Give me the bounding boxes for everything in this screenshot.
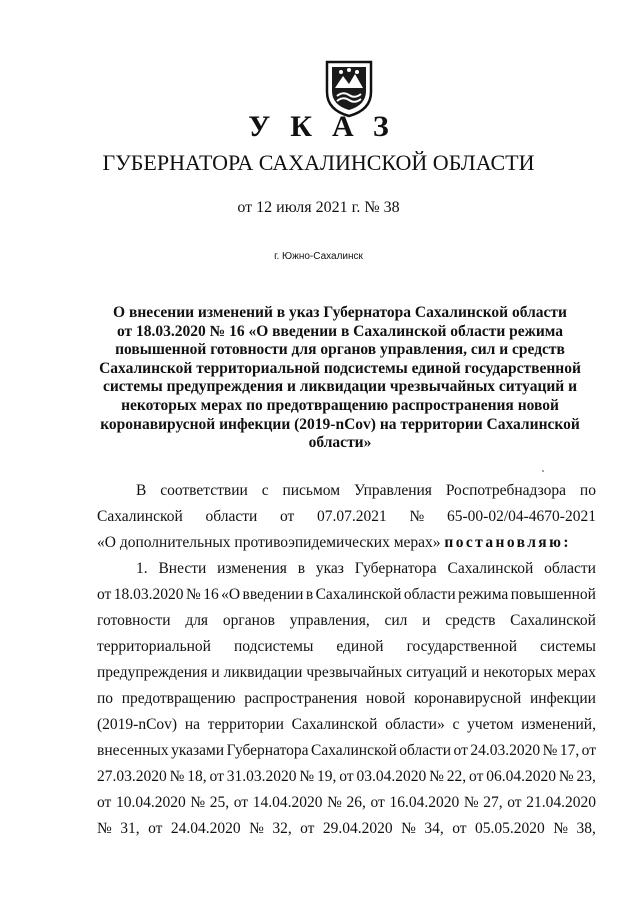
- body-word: области: [403, 586, 456, 603]
- body-word: по: [579, 482, 596, 499]
- body-word: письмом: [282, 482, 341, 499]
- body-word: от: [97, 794, 112, 811]
- body-word: системы: [540, 638, 596, 655]
- body-word: (2019-nCov): [97, 716, 178, 733]
- body-word: №: [409, 508, 425, 525]
- body-word: 24.03.2020: [470, 742, 541, 759]
- body-word: от: [148, 820, 163, 837]
- body-word: Сахалинской: [291, 716, 378, 733]
- body-word: 27.03.2020: [97, 768, 167, 785]
- body-word: распространения: [244, 690, 358, 707]
- body-word: 05.05.2020: [474, 820, 545, 837]
- body-word: 38,: [576, 820, 596, 837]
- body-word: Губернатора: [354, 560, 437, 577]
- body-word: от: [452, 820, 467, 837]
- body-word: 16: [203, 586, 219, 603]
- heading-line: некоторых мерах по предотвращению распространения новой: [121, 396, 559, 414]
- body-word: 32,: [272, 820, 292, 837]
- body-word: некоторых: [483, 664, 554, 681]
- body-word: территориальной: [97, 638, 211, 655]
- body-word: области: [205, 508, 258, 525]
- body-word: области: [399, 742, 452, 759]
- body-word: для: [185, 612, 209, 629]
- body-word: №: [463, 794, 479, 811]
- body-word: и: [211, 664, 220, 681]
- body-word: №: [553, 820, 568, 837]
- body-word: 22,: [446, 768, 467, 785]
- document-subtitle: ГУБЕРНАТОРА САХАЛИНСКОЙ ОБЛАСТИ: [102, 150, 535, 175]
- body-line: [97, 530, 596, 556]
- body-line: [97, 608, 596, 634]
- body-word: по: [97, 690, 114, 707]
- document-title: УКАЗ: [248, 110, 409, 143]
- body-word: и: [471, 664, 480, 681]
- body-word: №: [299, 768, 315, 785]
- body-word: №: [97, 820, 112, 837]
- city-line: г. Южно-Сахалинск: [274, 251, 363, 262]
- body-word: государственной: [406, 638, 518, 655]
- body-word: №: [327, 794, 342, 811]
- heading-line: повышенной готовности для органов управления, сил и средств: [115, 341, 565, 359]
- heading-line: Сахалинской территориальной подсистемы единой государственной: [99, 359, 581, 377]
- body-word: от: [469, 768, 484, 785]
- body-word: изменений,: [521, 716, 596, 733]
- body-word: коронавирусной: [414, 690, 522, 707]
- heading-line: коронавирусной инфекции (2019-nCov) на территории Сахалинской: [100, 415, 580, 433]
- body-word: готовности: [97, 612, 171, 629]
- body-line: [97, 556, 596, 582]
- decree-word: постановляю:: [444, 534, 571, 551]
- body-word: области»: [385, 716, 445, 733]
- body-word: №: [401, 820, 416, 837]
- body-word: сил: [384, 612, 408, 629]
- body-word: мерах: [556, 664, 596, 681]
- body-word: «О: [221, 586, 241, 603]
- heading-line: от 18.03.2020 № 16 «О введении в Сахалинской области режима: [116, 322, 564, 340]
- body-word: чрезвычайных: [306, 664, 403, 681]
- body-word: ликвидации: [223, 664, 303, 681]
- body-word: В: [136, 482, 147, 499]
- body-line: [97, 764, 596, 790]
- body-word: повышенной: [510, 586, 596, 603]
- body-word: с: [261, 482, 269, 499]
- body-word: в: [297, 560, 306, 577]
- body-word: Сахалинской: [447, 560, 534, 577]
- body-word: предотвращению: [121, 690, 236, 707]
- body-line: [97, 816, 596, 842]
- body-word: 17,: [559, 742, 580, 759]
- body-word: 18.03.2020: [113, 586, 184, 603]
- body-word: предупреждения: [97, 664, 208, 681]
- body-word: соответствии: [160, 482, 248, 499]
- body-word: Роспотребнадзора: [445, 482, 567, 499]
- body-word: и: [422, 612, 431, 629]
- body-word: 23,: [576, 768, 596, 785]
- body-word: 34,: [424, 820, 444, 837]
- body-word: №: [190, 794, 206, 811]
- body-word: области: [544, 560, 596, 577]
- body-word: 65-00-02/04-4670-2021: [447, 508, 596, 525]
- body-word: 24.04.2020: [170, 820, 241, 837]
- body-word: инфекции: [530, 690, 596, 707]
- body-word: изменения: [217, 560, 287, 577]
- body-word: 10.04.2020: [115, 794, 186, 811]
- decree-body: [97, 478, 596, 842]
- body-word: от: [339, 768, 354, 785]
- body-word: 07.07.2021: [317, 508, 387, 525]
- body-word: от: [581, 742, 596, 759]
- body-word: с: [452, 716, 460, 733]
- body-text: «О дополнительных противоэпидемических мерах»: [97, 534, 441, 551]
- body-word: от: [209, 768, 224, 785]
- body-word: 1.: [136, 560, 148, 577]
- body-word: Губернатора: [226, 742, 309, 759]
- body-word: введении: [242, 586, 304, 603]
- body-word: 26,: [346, 794, 366, 811]
- body-word: №: [429, 768, 444, 785]
- body-line: [97, 478, 596, 504]
- body-word: указами: [171, 742, 225, 759]
- body-word: №: [169, 768, 185, 785]
- decree-heading: [90, 304, 590, 453]
- body-word: 16.04.2020: [389, 794, 460, 811]
- heading-line: области»: [308, 434, 372, 452]
- body-word: Сахалинской: [97, 508, 183, 525]
- body-word: Внести: [158, 560, 207, 577]
- body-word: 31,: [120, 820, 140, 837]
- body-line: [97, 712, 596, 738]
- heading-line: системы предупреждения и ликвидации чрезвычайных ситуаций и: [102, 378, 578, 396]
- body-word: на: [184, 716, 201, 733]
- body-word: внесенных: [97, 742, 169, 759]
- body-word: территории: [207, 716, 284, 733]
- sakhalin-coat-of-arms-icon: [323, 58, 375, 118]
- body-word: от: [280, 508, 295, 525]
- scan-speck: [542, 470, 544, 472]
- body-line: [97, 660, 596, 686]
- heading-line: О внесении изменений в указ Губернатора Сахалинской области: [113, 304, 567, 321]
- body-line: [97, 634, 596, 660]
- body-word: №: [558, 768, 574, 785]
- body-word: 14.04.2020: [252, 794, 323, 811]
- body-word: в: [305, 586, 314, 603]
- body-word: 06.04.2020: [486, 768, 556, 785]
- body-line: [97, 738, 596, 764]
- body-word: №: [185, 586, 201, 603]
- body-word: 27,: [483, 794, 503, 811]
- body-word: от: [507, 794, 522, 811]
- body-word: указ: [315, 560, 344, 577]
- body-word: режима: [458, 586, 509, 603]
- body-word: от: [233, 794, 249, 811]
- body-word: единой: [336, 638, 384, 655]
- body-word: №: [249, 820, 264, 837]
- body-word: Сахалинской: [510, 612, 596, 629]
- body-word: Сахалинской: [311, 742, 397, 759]
- body-word: №: [542, 742, 558, 759]
- body-line: [97, 582, 596, 608]
- body-word: Управления: [353, 482, 432, 499]
- body-line: [97, 686, 596, 712]
- body-word: средств: [445, 612, 496, 629]
- body-word: от: [453, 742, 468, 759]
- body-line: [97, 504, 596, 530]
- body-word: подсистемы: [233, 638, 314, 655]
- body-word: от: [300, 820, 315, 837]
- body-word: 29.04.2020: [322, 820, 393, 837]
- body-line: [97, 790, 596, 816]
- body-word: от: [370, 794, 385, 811]
- body-word: 18,: [187, 768, 207, 785]
- body-word: от: [97, 586, 112, 603]
- body-word: 25,: [209, 794, 230, 811]
- body-word: Сахалинской: [315, 586, 402, 603]
- body-word: 03.04.2020: [356, 768, 427, 785]
- body-word: 21.04.2020: [526, 794, 596, 811]
- body-word: органов: [222, 612, 275, 629]
- body-word: 19,: [317, 768, 337, 785]
- body-word: управления,: [289, 612, 370, 629]
- body-word: ситуаций: [406, 664, 468, 681]
- body-word: учетом: [467, 716, 514, 733]
- body-word: 31.03.2020: [226, 768, 297, 785]
- body-word: новой: [366, 690, 406, 707]
- date-line: от 12 июля 2021 г. № 38: [237, 199, 400, 216]
